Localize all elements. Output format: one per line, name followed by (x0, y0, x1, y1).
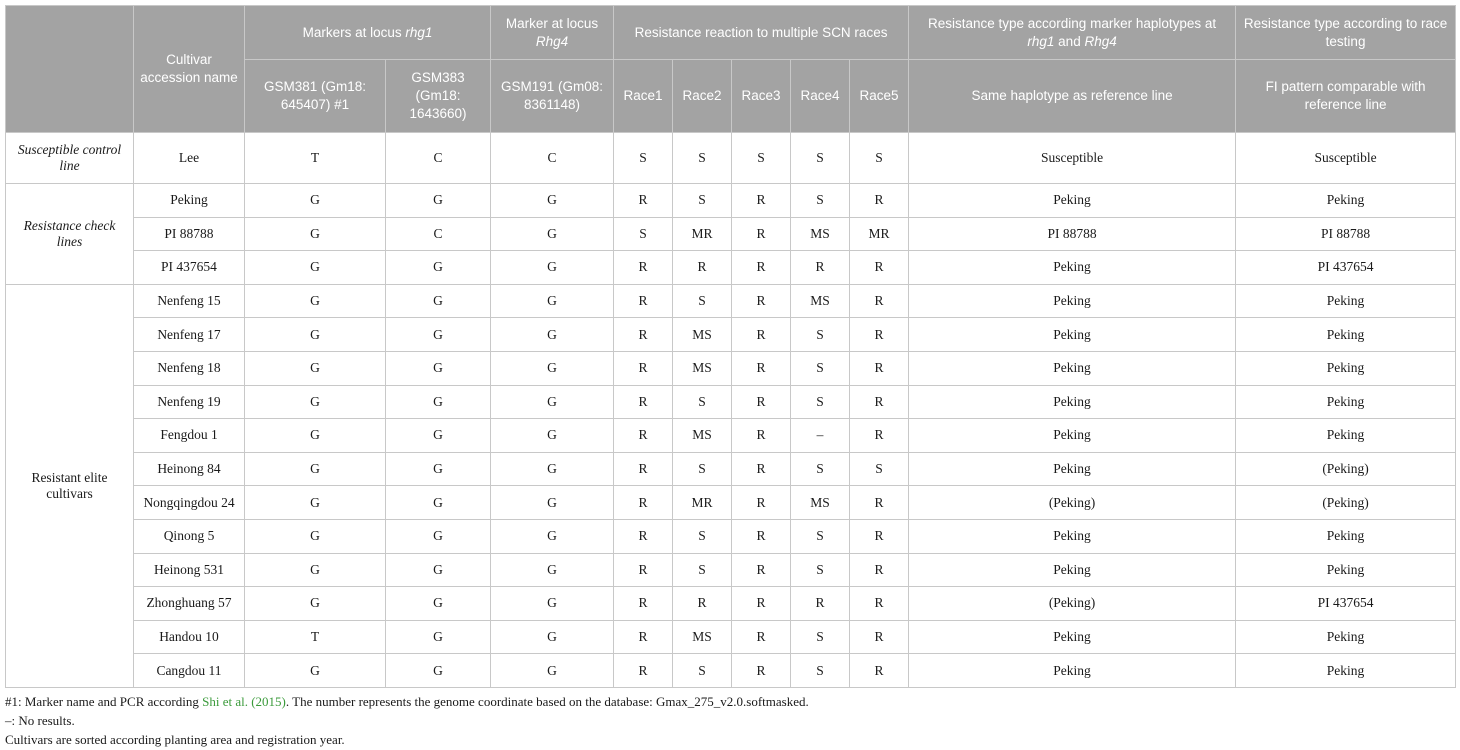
table-row (6, 654, 1456, 688)
haplotype-type-cell: Susceptible (909, 133, 1236, 184)
race5-cell: R (850, 385, 909, 419)
haplotype-type-cell: Peking (909, 184, 1236, 218)
cultivar-name-cell: Heinong 84 (134, 452, 245, 486)
table-row (6, 251, 1456, 285)
race5-cell: R (850, 587, 909, 621)
table-row (6, 452, 1456, 486)
race5-cell: R (850, 251, 909, 285)
haplotype-type-cell: Peking (909, 351, 1236, 385)
table-row (6, 284, 1456, 318)
race2-cell: MS (673, 318, 732, 352)
race-testing-type-cell: Peking (1236, 519, 1456, 553)
gsm381-cell: G (245, 184, 386, 218)
haplotype-type-cell: Peking (909, 654, 1236, 688)
race1-cell: R (614, 284, 673, 318)
race1-cell: R (614, 419, 673, 453)
race-testing-type-cell: PI 437654 (1236, 251, 1456, 285)
haplotype-type-cell: Peking (909, 452, 1236, 486)
gsm191-cell: G (491, 486, 614, 520)
gsm381-cell: G (245, 385, 386, 419)
haplotype-type-cell: PI 88788 (909, 217, 1236, 251)
footnote-no-results: –: No results. (5, 713, 75, 728)
footnote-marker-prefix: #1: Marker name and PCR according (5, 694, 203, 709)
gsm381-cell: G (245, 654, 386, 688)
table-row (6, 385, 1456, 419)
header-race2: Race2 (673, 60, 732, 133)
race3-cell: R (732, 553, 791, 587)
race4-cell: S (791, 519, 850, 553)
header-blank (6, 6, 134, 133)
haplotype-type-cell: (Peking) (909, 486, 1236, 520)
race-testing-type-cell: Peking (1236, 318, 1456, 352)
gsm383-cell: G (386, 419, 491, 453)
race1-cell: R (614, 452, 673, 486)
race1-cell: R (614, 385, 673, 419)
header-cultivar: Cultivar accession name (134, 6, 245, 133)
header-resistance-reaction: Resistance reaction to multiple SCN races (614, 6, 909, 60)
group-resistant-elite: Resistant elite cultivars (6, 284, 134, 687)
race2-cell: S (673, 519, 732, 553)
race4-cell: S (791, 385, 850, 419)
gsm383-cell: G (386, 654, 491, 688)
gsm383-cell: G (386, 553, 491, 587)
race1-cell: R (614, 553, 673, 587)
header-same-haplotype: Same haplotype as reference line (909, 60, 1236, 133)
race3-cell: R (732, 452, 791, 486)
cultivar-name-cell: Nongqingdou 24 (134, 486, 245, 520)
race5-cell: R (850, 284, 909, 318)
race2-cell: MS (673, 620, 732, 654)
race1-cell: R (614, 486, 673, 520)
group-susceptible: Susceptible control line (6, 133, 134, 184)
gsm381-cell: G (245, 351, 386, 385)
race5-cell: MR (850, 217, 909, 251)
header-race3: Race3 (732, 60, 791, 133)
race2-cell: MS (673, 419, 732, 453)
race2-cell: MR (673, 486, 732, 520)
race5-cell: S (850, 133, 909, 184)
header-race1: Race1 (614, 60, 673, 133)
race4-cell: MS (791, 217, 850, 251)
race3-cell: R (732, 385, 791, 419)
header-haplo-locus1: rhg1 (1027, 33, 1055, 49)
gsm383-cell: G (386, 452, 491, 486)
gsm191-cell: G (491, 519, 614, 553)
table-row (6, 351, 1456, 385)
race-testing-type-cell: Peking (1236, 620, 1456, 654)
race2-cell: S (673, 133, 732, 184)
race1-cell: R (614, 251, 673, 285)
table-row (6, 184, 1456, 218)
gsm383-cell: G (386, 318, 491, 352)
race4-cell: MS (791, 486, 850, 520)
cultivar-name-cell: Lee (134, 133, 245, 184)
race4-cell: S (791, 318, 850, 352)
table-header (6, 6, 1456, 133)
race3-cell: R (732, 519, 791, 553)
scn-resistance-table (5, 5, 1456, 688)
header-gsm381: GSM381 (Gm18: 645407) #1 (245, 60, 386, 133)
gsm191-cell: G (491, 587, 614, 621)
gsm381-cell: G (245, 553, 386, 587)
gsm383-cell: G (386, 184, 491, 218)
race3-cell: R (732, 217, 791, 251)
gsm191-cell: G (491, 251, 614, 285)
race3-cell: R (732, 654, 791, 688)
race3-cell: R (732, 351, 791, 385)
table-row (6, 318, 1456, 352)
gsm191-cell: G (491, 284, 614, 318)
gsm381-cell: G (245, 486, 386, 520)
race3-cell: R (732, 587, 791, 621)
race-testing-type-cell: Susceptible (1236, 133, 1456, 184)
table-footnotes (5, 692, 809, 749)
gsm383-cell: G (386, 519, 491, 553)
header-fi-pattern: FI pattern comparable with reference line (1236, 60, 1456, 133)
cultivar-name-cell: Handou 10 (134, 620, 245, 654)
haplotype-type-cell: Peking (909, 620, 1236, 654)
header-rhg4-marker (491, 6, 614, 60)
header-haplo-prefix: Resistance type according marker haplotypes at (927, 15, 1217, 31)
race-testing-type-cell: Peking (1236, 553, 1456, 587)
haplotype-type-cell: Peking (909, 553, 1236, 587)
gsm381-cell: G (245, 284, 386, 318)
cultivar-name-cell: Nenfeng 17 (134, 318, 245, 352)
race2-cell: S (673, 385, 732, 419)
gsm381-cell: T (245, 133, 386, 184)
race1-cell: R (614, 519, 673, 553)
gsm191-cell: G (491, 318, 614, 352)
gsm381-cell: G (245, 452, 386, 486)
table-row (6, 519, 1456, 553)
race1-cell: R (614, 318, 673, 352)
table-row (6, 587, 1456, 621)
gsm191-cell: G (491, 217, 614, 251)
cultivar-name-cell: Nenfeng 18 (134, 351, 245, 385)
race3-cell: R (732, 184, 791, 218)
cultivar-name-cell: PI 437654 (134, 251, 245, 285)
race4-cell: S (791, 553, 850, 587)
table-row (6, 553, 1456, 587)
race2-cell: R (673, 251, 732, 285)
race1-cell: R (614, 351, 673, 385)
race-testing-type-cell: Peking (1236, 385, 1456, 419)
race3-cell: R (732, 620, 791, 654)
header-gsm383: GSM383 (Gm18: 1643660) (386, 60, 491, 133)
race5-cell: R (850, 184, 909, 218)
race5-cell: R (850, 318, 909, 352)
gsm191-cell: G (491, 184, 614, 218)
gsm383-cell: G (386, 486, 491, 520)
race2-cell: MS (673, 351, 732, 385)
header-haplotype-type (909, 6, 1236, 60)
footnote-marker-suffix: . The number represents the genome coordinate based on the database: Gmax_275_v2.0.softmasked. (285, 694, 809, 709)
header-race-testing-type: Resistance type according to race testing (1236, 6, 1456, 60)
gsm383-cell: G (386, 251, 491, 285)
gsm191-cell: G (491, 654, 614, 688)
reference-link[interactable]: Shi et al. (2015) (202, 694, 286, 709)
gsm383-cell: G (386, 284, 491, 318)
race2-cell: S (673, 284, 732, 318)
gsm381-cell: G (245, 419, 386, 453)
race4-cell: S (791, 351, 850, 385)
race-testing-type-cell: PI 437654 (1236, 587, 1456, 621)
header-haplo-and: and (1054, 33, 1085, 49)
header-haplo-locus2: Rhg4 (1084, 33, 1117, 49)
race4-cell: S (791, 452, 850, 486)
cultivar-name-cell: Nenfeng 19 (134, 385, 245, 419)
race2-cell: S (673, 654, 732, 688)
race3-cell: R (732, 318, 791, 352)
header-rhg1-prefix: Markers at locus (302, 24, 406, 40)
cultivar-name-cell: Nenfeng 15 (134, 284, 245, 318)
cultivar-name-cell: Zhonghuang 57 (134, 587, 245, 621)
gsm383-cell: G (386, 385, 491, 419)
gsm383-cell: G (386, 587, 491, 621)
group-resistance-check: Resistance check lines (6, 184, 134, 285)
race5-cell: R (850, 486, 909, 520)
race-testing-type-cell: Peking (1236, 419, 1456, 453)
cultivar-name-cell: Peking (134, 184, 245, 218)
header-rhg4-locus: Rhg4 (535, 33, 569, 49)
race3-cell: R (732, 251, 791, 285)
header-rhg4-prefix: Marker at locus (505, 15, 599, 31)
header-rhg1-locus: rhg1 (405, 24, 433, 40)
race-testing-type-cell: Peking (1236, 654, 1456, 688)
table-row (6, 217, 1456, 251)
table-row (6, 419, 1456, 453)
gsm381-cell: G (245, 251, 386, 285)
cultivar-name-cell: Heinong 531 (134, 553, 245, 587)
gsm383-cell: G (386, 351, 491, 385)
race5-cell: R (850, 654, 909, 688)
race5-cell: S (850, 452, 909, 486)
race4-cell: S (791, 184, 850, 218)
gsm383-cell: C (386, 217, 491, 251)
header-race4: Race4 (791, 60, 850, 133)
race1-cell: R (614, 184, 673, 218)
race-testing-type-cell: PI 88788 (1236, 217, 1456, 251)
race2-cell: S (673, 553, 732, 587)
gsm383-cell: C (386, 133, 491, 184)
header-gsm191: GSM191 (Gm08: 8361148) (491, 60, 614, 133)
gsm191-cell: G (491, 620, 614, 654)
race2-cell: S (673, 452, 732, 486)
race1-cell: S (614, 133, 673, 184)
haplotype-type-cell: Peking (909, 318, 1236, 352)
haplotype-type-cell: Peking (909, 284, 1236, 318)
race1-cell: R (614, 620, 673, 654)
gsm381-cell: T (245, 620, 386, 654)
header-rhg1-markers (245, 6, 491, 60)
race-testing-type-cell: Peking (1236, 284, 1456, 318)
race-testing-type-cell: (Peking) (1236, 452, 1456, 486)
race-testing-type-cell: Peking (1236, 184, 1456, 218)
table-row (6, 486, 1456, 520)
race1-cell: S (614, 217, 673, 251)
race-testing-type-cell: Peking (1236, 351, 1456, 385)
footnote-sorting: Cultivars are sorted according planting area and registration year. (5, 732, 345, 747)
cultivar-name-cell: Fengdou 1 (134, 419, 245, 453)
race5-cell: R (850, 351, 909, 385)
haplotype-type-cell: Peking (909, 519, 1236, 553)
table-container (5, 5, 1455, 688)
gsm381-cell: G (245, 519, 386, 553)
gsm191-cell: C (491, 133, 614, 184)
race4-cell: – (791, 419, 850, 453)
race5-cell: R (850, 553, 909, 587)
cultivar-name-cell: Qinong 5 (134, 519, 245, 553)
gsm191-cell: G (491, 385, 614, 419)
race3-cell: R (732, 419, 791, 453)
table-body (6, 133, 1456, 688)
footnote-marker (5, 692, 809, 711)
cultivar-name-cell: Cangdou 11 (134, 654, 245, 688)
race5-cell: R (850, 620, 909, 654)
table-row (6, 620, 1456, 654)
race3-cell: S (732, 133, 791, 184)
race4-cell: R (791, 251, 850, 285)
haplotype-type-cell: Peking (909, 251, 1236, 285)
gsm191-cell: G (491, 452, 614, 486)
haplotype-type-cell: Peking (909, 385, 1236, 419)
gsm191-cell: G (491, 351, 614, 385)
haplotype-type-cell: Peking (909, 419, 1236, 453)
race5-cell: R (850, 519, 909, 553)
gsm381-cell: G (245, 217, 386, 251)
race4-cell: MS (791, 284, 850, 318)
race1-cell: R (614, 654, 673, 688)
race4-cell: S (791, 654, 850, 688)
race2-cell: MR (673, 217, 732, 251)
cultivar-name-cell: PI 88788 (134, 217, 245, 251)
race4-cell: S (791, 620, 850, 654)
haplotype-type-cell: (Peking) (909, 587, 1236, 621)
gsm381-cell: G (245, 587, 386, 621)
race3-cell: R (732, 486, 791, 520)
race4-cell: S (791, 133, 850, 184)
gsm191-cell: G (491, 419, 614, 453)
header-race5: Race5 (850, 60, 909, 133)
race-testing-type-cell: (Peking) (1236, 486, 1456, 520)
race5-cell: R (850, 419, 909, 453)
gsm383-cell: G (386, 620, 491, 654)
race2-cell: R (673, 587, 732, 621)
table-row (6, 133, 1456, 184)
gsm381-cell: G (245, 318, 386, 352)
race2-cell: S (673, 184, 732, 218)
gsm191-cell: G (491, 553, 614, 587)
race3-cell: R (732, 284, 791, 318)
race1-cell: R (614, 587, 673, 621)
race4-cell: R (791, 587, 850, 621)
